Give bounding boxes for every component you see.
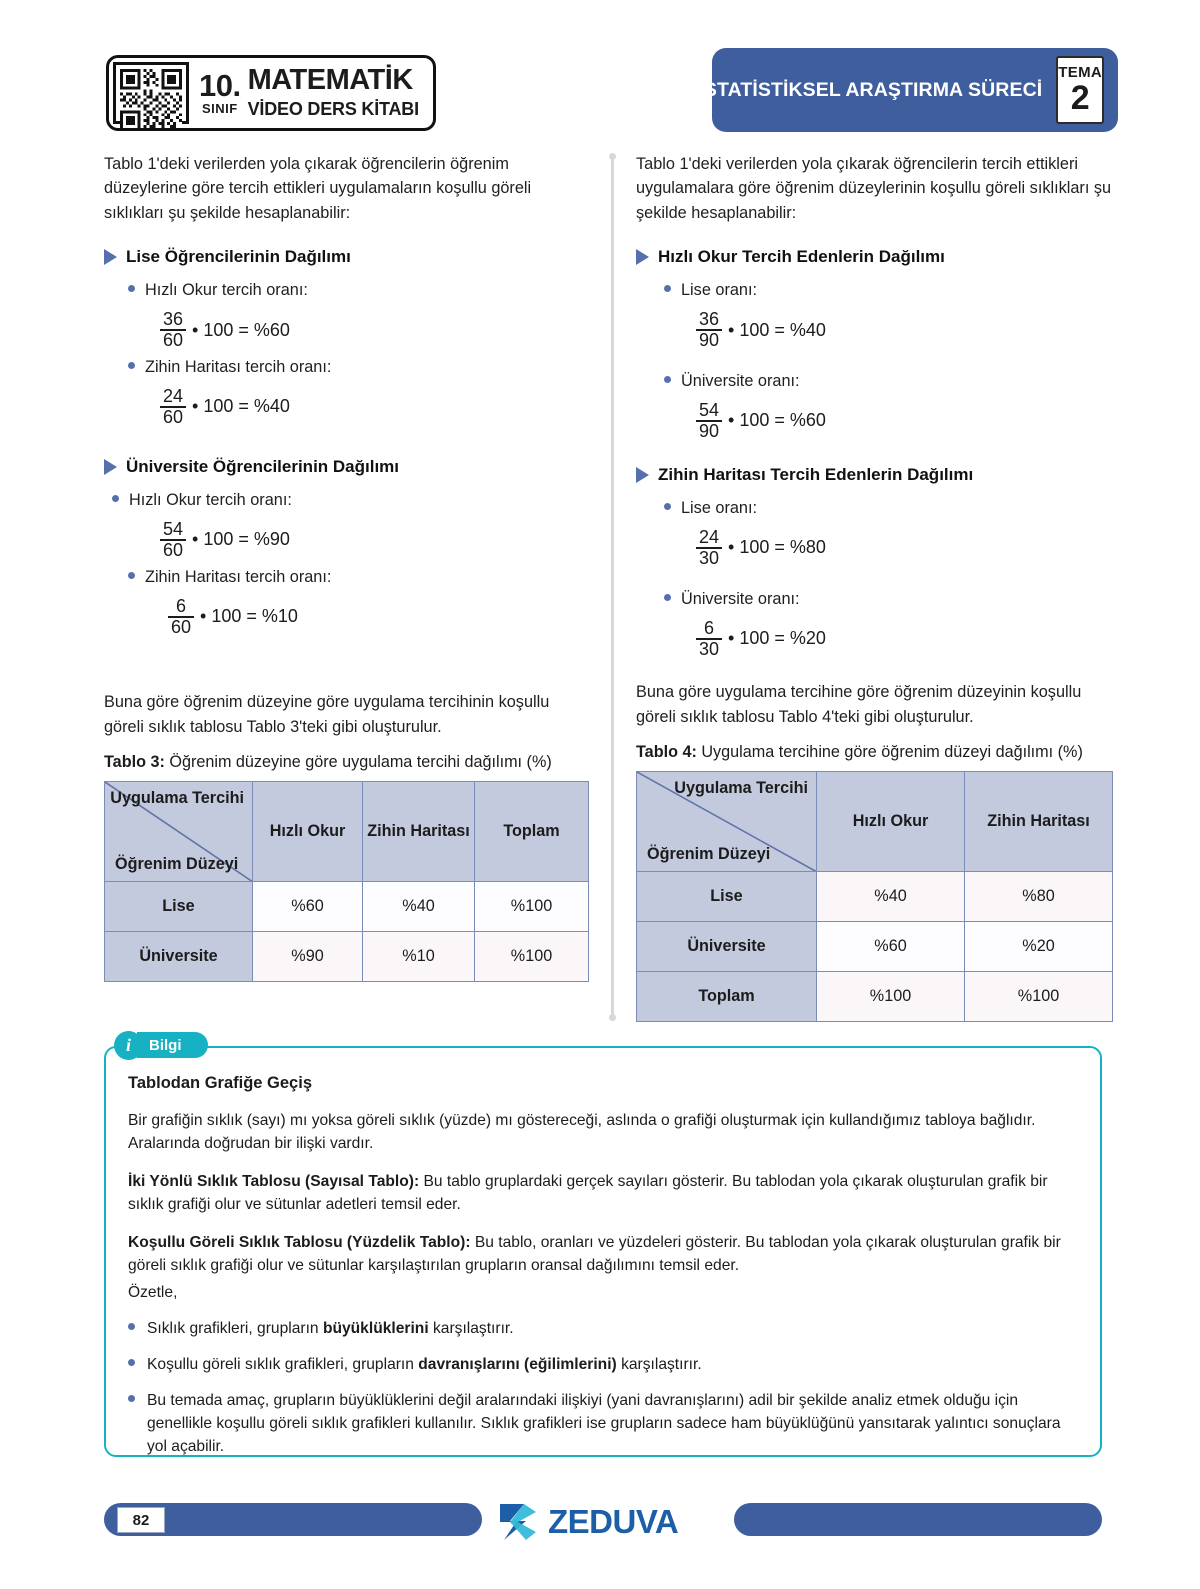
info-bullet-post: karşılaştırır. [428, 1319, 514, 1337]
info-paragraph-bold: Koşullu Göreli Sıklık Tablosu (Yüzdelik Tablo): [128, 1234, 471, 1252]
table-row [105, 932, 589, 982]
formula [696, 528, 1122, 568]
list-item [112, 491, 588, 510]
left-section2-heading [104, 457, 588, 477]
right-intro-text: Tablo 1'deki verilerden yola çıkarak öğrencilerin tercih ettikleri uygulamalara göre öğrenim düzeylerinin koşullu göreli sıklıkları şu şekilde hesaplanabilir: [636, 155, 1112, 222]
info-box-tab [114, 1030, 208, 1060]
table-header-row [105, 782, 589, 882]
page-header [0, 48, 1200, 136]
fraction-denominator: 90 [696, 420, 722, 441]
formula [160, 520, 588, 560]
table3-corner-bottom-label: Öğrenim Düzeyi [115, 855, 239, 874]
table-row [637, 922, 1113, 972]
table4 [636, 771, 1113, 1022]
fraction-numerator: 6 [176, 595, 187, 616]
bullet-dot-icon [664, 594, 671, 601]
fraction [696, 528, 722, 568]
formula-tail: • 100 = %90 [192, 529, 290, 550]
table4-cell: %60 [817, 922, 965, 972]
bullet-dot-icon [128, 1395, 135, 1402]
fraction-denominator: 30 [696, 547, 722, 568]
theme-banner [698, 48, 1118, 132]
list-item [128, 358, 588, 377]
logo-subtitle: VİDEO DERS KİTABI [247, 99, 419, 119]
right-column [636, 152, 1122, 1022]
left-section1-heading [104, 247, 588, 267]
info-paragraph-text: Bir grafiğin sıklık (sayı) mı yoksa göreli sıklık (yüzde) mı göstereceği, aslında o grafiği oluşturmak için kullandığımız tabloya bağlıdır. Aralarında doğrudan bir ilişki vardır. [128, 1112, 1036, 1153]
right-section1-heading [636, 247, 1122, 267]
fraction-denominator: 60 [160, 406, 186, 427]
logo-grade [199, 68, 248, 116]
table4-caption-label: Tablo 4: [636, 743, 697, 762]
table4-cell: %20 [965, 922, 1113, 972]
table3-col-header: Hızlı Okur [253, 782, 363, 882]
fraction [160, 520, 186, 560]
fraction [160, 310, 186, 350]
fraction-numerator: 24 [699, 526, 720, 547]
table3-corner-top-label: Uygulama Tercihi [110, 789, 244, 808]
list-item [664, 499, 1122, 518]
info-paragraph [128, 1109, 1078, 1155]
qr-code-icon [113, 62, 189, 124]
info-box-title: Tablodan Grafiğe Geçiş [128, 1074, 312, 1092]
formula [168, 597, 588, 637]
table-row [105, 882, 589, 932]
tema-badge [1056, 56, 1104, 124]
bullet-dot-icon [664, 376, 671, 383]
formula-tail: • 100 = %40 [728, 319, 826, 340]
formula [696, 619, 1122, 659]
table4-row-label: Toplam [637, 972, 817, 1022]
fraction-numerator: 36 [699, 309, 720, 330]
brand-logo [496, 1501, 728, 1543]
info-bullet-list [128, 1317, 1078, 1458]
list-item [128, 1353, 1078, 1376]
fraction-numerator: 36 [163, 309, 184, 330]
logo-text-group [189, 58, 433, 128]
list-item [664, 590, 1122, 609]
info-summary-label: Özetle, [128, 1284, 178, 1302]
bullet-dot-icon [128, 572, 135, 579]
bullet-dot-icon [128, 1359, 135, 1366]
formula [160, 387, 588, 427]
list-item-label: Zihin Haritası tercih oranı: [145, 567, 332, 586]
book-logo [106, 55, 436, 131]
fraction-denominator: 60 [168, 616, 194, 637]
footer-bar-right [734, 1503, 1102, 1536]
table3-row-label: Üniversite [105, 932, 253, 982]
table4-row-label: Lise [637, 872, 817, 922]
fraction-numerator: 54 [163, 518, 184, 539]
right-section2-heading [636, 465, 1122, 485]
info-box [104, 1034, 1102, 1457]
list-item [128, 1389, 1078, 1458]
table4-corner-top-label: Uygulama Tercihi [674, 779, 808, 798]
table4-cell: %40 [817, 872, 965, 922]
info-paragraph-text: Bu tablo, oranları ve yüzdeleri gösterir. Bu tablodan yola çıkarak oluşturulan grafik bir göreli sıklık grafiği olur ve sütunlar karşılaştırılan grupların oransal dağılımını temsil eder. [128, 1234, 1061, 1275]
info-paragraph [128, 1170, 1078, 1216]
table4-cell: %80 [965, 872, 1113, 922]
fraction [696, 310, 722, 350]
table4-cell: %100 [965, 972, 1113, 1022]
zeduva-z-logo-icon [496, 1501, 540, 1543]
triangle-bullet-icon [104, 249, 117, 265]
fraction-denominator: 90 [696, 329, 722, 350]
list-item [664, 372, 1122, 391]
info-paragraph [128, 1231, 1078, 1277]
table4-row-label: Üniversite [637, 922, 817, 972]
fraction [168, 597, 194, 637]
right-conclusion-text: Buna göre uygulama tercihine göre öğrenim düzeyinin koşullu göreli sıklık tablosu Tablo 4'teki gibi oluşturulur. [636, 683, 1082, 726]
table3-cell: %100 [475, 882, 589, 932]
table-row [637, 972, 1113, 1022]
info-bullet-pre: Sıklık grafikleri, grupların [147, 1319, 323, 1337]
list-item [664, 281, 1122, 300]
table4-col-header: Hızlı Okur [817, 772, 965, 872]
table3-row-label: Lise [105, 882, 253, 932]
table3-cell: %100 [475, 932, 589, 982]
formula-tail: • 100 = %60 [728, 410, 826, 431]
fraction-denominator: 30 [696, 638, 722, 659]
table3-corner-cell [105, 782, 253, 882]
fraction-numerator: 54 [699, 400, 720, 421]
info-paragraph-text: Bu tablo gruplardaki gerçek sayıları gösterir. Bu tablodan yola çıkarak oluşturulan grafik bir sıklık grafiği olur ve sütunlar adetleri temsil eder. [128, 1173, 1048, 1214]
info-box-tab-label: Bilgi [137, 1032, 208, 1058]
info-bullet-bold: büyüklüklerini [322, 1319, 429, 1337]
info-bullet-bold: davranışlarını (eğilimlerini) [418, 1355, 617, 1373]
formula-tail: • 100 = %80 [728, 537, 826, 558]
fraction-numerator: 6 [704, 617, 715, 638]
list-item-label: Lise oranı: [681, 281, 758, 300]
bullet-dot-icon [128, 285, 135, 292]
list-item-label: Üniversite oranı: [681, 372, 800, 391]
brand-name: ZEDUVA [548, 1503, 679, 1540]
table3-col-header: Zihin Haritası [363, 782, 475, 882]
list-item-label: Hızlı Okur tercih oranı: [129, 490, 292, 509]
info-icon: i [114, 1031, 143, 1060]
table3-cell: %60 [253, 882, 363, 932]
formula-tail: • 100 = %60 [192, 319, 290, 340]
table3-cell: %10 [363, 932, 475, 982]
bullet-dot-icon [112, 495, 119, 502]
table3-caption-label: Tablo 3: [104, 753, 165, 772]
list-item-label: Hızlı Okur tercih oranı: [145, 281, 308, 300]
triangle-bullet-icon [636, 467, 649, 483]
formula-tail: • 100 = %40 [192, 396, 290, 417]
left-section1-heading-label: Lise Öğrencilerinin Dağılımı [126, 247, 351, 267]
banner-title: İSTATİSTİKSEL ARAŞTIRMA SÜRECİ [698, 78, 1043, 101]
formula-tail: • 100 = %20 [728, 628, 826, 649]
triangle-bullet-icon [104, 459, 117, 475]
table-row [637, 872, 1113, 922]
list-item-label: Üniversite oranı: [681, 589, 800, 608]
list-item-label: Zihin Haritası tercih oranı: [145, 358, 332, 377]
bullet-dot-icon [664, 285, 671, 292]
list-item-label: Lise oranı: [681, 498, 758, 517]
table4-cell: %100 [817, 972, 965, 1022]
bullet-dot-icon [664, 503, 671, 510]
table4-caption [636, 743, 1122, 762]
formula [696, 310, 1122, 350]
tema-label: TEMA [1058, 64, 1102, 81]
triangle-bullet-icon [636, 249, 649, 265]
info-bullet-pre: Koşullu göreli sıklık grafikleri, grupların [147, 1355, 419, 1373]
table3 [104, 781, 589, 982]
table3-caption [104, 753, 588, 772]
page-number: 82 [117, 1507, 165, 1533]
info-bullet-pre: Bu temada amaç, grupların büyüklüklerini değil aralarındaki ilişkiyi (yani davranışlarını) adil bir şekilde analiz etmek olduğu için genellikle koşullu göreli sıklık grafikleri kullanılır. Sıklık grafikleri ise grupların sadece ham büyüklüğünü yansıtarak yalıntıcı sonuçlara yol açabilir. [147, 1391, 1061, 1455]
table4-col-header: Zihin Haritası [965, 772, 1113, 872]
right-section1-heading-label: Hızlı Okur Tercih Edenlerin Dağılımı [658, 247, 945, 267]
fraction [160, 387, 186, 427]
column-divider [611, 156, 614, 1018]
formula-tail: • 100 = %10 [200, 606, 298, 627]
logo-title: MATEMATİK [247, 64, 413, 96]
fraction [696, 401, 722, 441]
fraction-denominator: 60 [160, 539, 186, 560]
left-section2-heading-label: Üniversite Öğrencilerinin Dağılımı [126, 456, 400, 476]
bullet-dot-icon [128, 362, 135, 369]
info-paragraph-bold: İki Yönlü Sıklık Tablosu (Sayısal Tablo): [128, 1173, 420, 1191]
left-column [104, 152, 588, 982]
right-section2-heading-label: Zihin Haritası Tercih Edenlerin Dağılımı [658, 464, 974, 484]
fraction [696, 619, 722, 659]
table3-caption-text: Öğrenim düzeyine göre uygulama tercihi dağılımı (%) [164, 753, 552, 772]
table3-cell: %90 [253, 932, 363, 982]
table-header-row [637, 772, 1113, 872]
tema-number: 2 [1070, 79, 1090, 117]
logo-title-group [248, 66, 419, 120]
list-item [128, 281, 588, 300]
logo-grade-label: SINIF [201, 100, 238, 116]
left-intro-text: Tablo 1'deki verilerden yola çıkarak öğrencilerin öğrenim düzeylerine göre tercih ettikleri uygulamaların koşullu göreli sıklıkları şu şekilde hesaplanabilir: [104, 155, 532, 222]
left-conclusion-text: Buna göre öğrenim düzeyine göre uygulama tercihinin koşullu göreli sıklık tablosu Tablo 3'teki gibi oluşturulur. [104, 693, 550, 736]
bullet-dot-icon [128, 1323, 135, 1330]
logo-grade-number: 10. [199, 68, 241, 104]
fraction-denominator: 60 [160, 329, 186, 350]
table4-caption-text: Uygulama tercihine göre öğrenim düzeyi dağılımı (%) [696, 743, 1083, 762]
list-item [112, 568, 588, 587]
table4-corner-cell [637, 772, 817, 872]
formula [696, 401, 1122, 441]
page-footer [0, 1503, 1200, 1543]
list-item [128, 1317, 1078, 1340]
info-bullet-post: karşılaştırır. [616, 1355, 702, 1373]
table3-col-header: Toplam [475, 782, 589, 882]
formula [160, 310, 588, 350]
table4-corner-bottom-label: Öğrenim Düzeyi [647, 845, 771, 864]
table3-cell: %40 [363, 882, 475, 932]
fraction-numerator: 24 [163, 386, 184, 407]
